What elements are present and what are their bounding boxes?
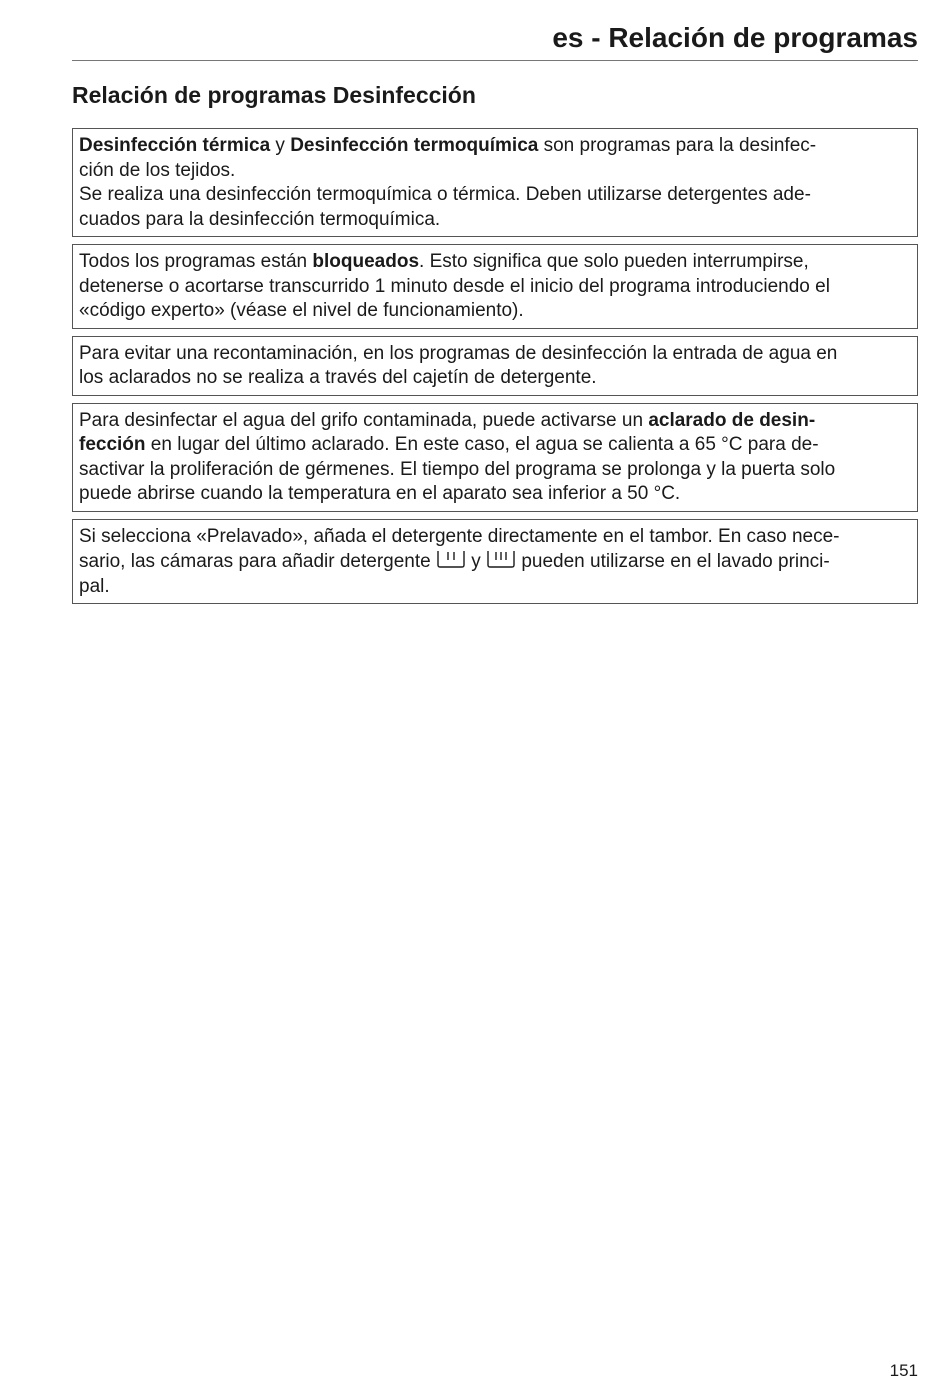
note-line: ción de los tejidos.: [79, 159, 236, 181]
note-line: puede abrirse cuando la temperatura en el aparato sea inferior a 50 °C.: [79, 483, 681, 504]
text-run: en lugar del último aclarado. En este caso, el agua se calienta a 65 °C para de-: [145, 434, 819, 455]
note-line: [79, 134, 911, 159]
text-run: pueden utilizarse en el lavado princi-: [516, 551, 830, 572]
text-run: sario, las cámaras para añadir detergente: [79, 551, 436, 572]
notes-container: [72, 128, 918, 611]
note-box-locked-programs: [72, 244, 918, 329]
text-run: Todos los programas están: [79, 251, 313, 272]
bold-term: fección: [79, 434, 146, 455]
header-divider: [72, 60, 918, 61]
text-run: . Esto significa que solo pueden interrumpirse,: [419, 251, 809, 272]
bold-term: bloqueados: [312, 251, 420, 272]
note-line: [79, 250, 911, 275]
detergent-compartment-3-icon: [486, 549, 516, 569]
note-line: sactivar la proliferación de gérmenes. El tiempo del programa se prolonga y la puerta solo: [79, 458, 836, 480]
note-line: [79, 433, 911, 458]
note-line: Si selecciona «Prelavado», añada el detergente directamente en el tambor. En caso nece-: [79, 525, 840, 547]
note-line: Para evitar una recontaminación, en los programas de desinfección la entrada de agua en: [79, 342, 838, 364]
note-box-prewash: [72, 519, 918, 605]
detergent-compartment-2-icon: [436, 549, 466, 569]
note-line: pal.: [79, 575, 110, 597]
bold-term: Desinfección térmica: [79, 135, 271, 156]
text-run: y: [270, 135, 291, 156]
text-run: son programas para la desinfec-: [538, 135, 817, 156]
note-line: [79, 549, 911, 575]
note-line: los aclarados no se realiza a través del cajetín de detergente.: [79, 367, 597, 388]
section-heading: Relación de programas Desinfección: [72, 82, 476, 108]
note-box-recontamination: [72, 336, 918, 396]
note-line: «código experto» (véase el nivel de funcionamiento).: [79, 300, 524, 321]
note-line: detenerse o acortarse transcurrido 1 minuto desde el inicio del programa introduciendo el: [79, 275, 830, 297]
bold-term: Desinfección termoquímica: [290, 135, 539, 156]
note-line: Se realiza una desinfección termoquímica o térmica. Deben utilizarse detergentes ade-: [79, 184, 811, 205]
note-box-disinfection-rinse: [72, 403, 918, 512]
text-run: y: [465, 551, 487, 572]
page-number: 151: [889, 1361, 918, 1380]
note-line: [79, 409, 911, 434]
bold-term: aclarado de desin-: [648, 409, 816, 431]
page-header-title: es - Relación de programas: [552, 22, 918, 53]
note-line: cuados para la desinfección termoquímica.: [79, 208, 441, 230]
text-run: Para desinfectar el agua del grifo contaminada, puede activarse un: [79, 409, 649, 431]
note-box-disinfection-programs: [72, 128, 918, 237]
